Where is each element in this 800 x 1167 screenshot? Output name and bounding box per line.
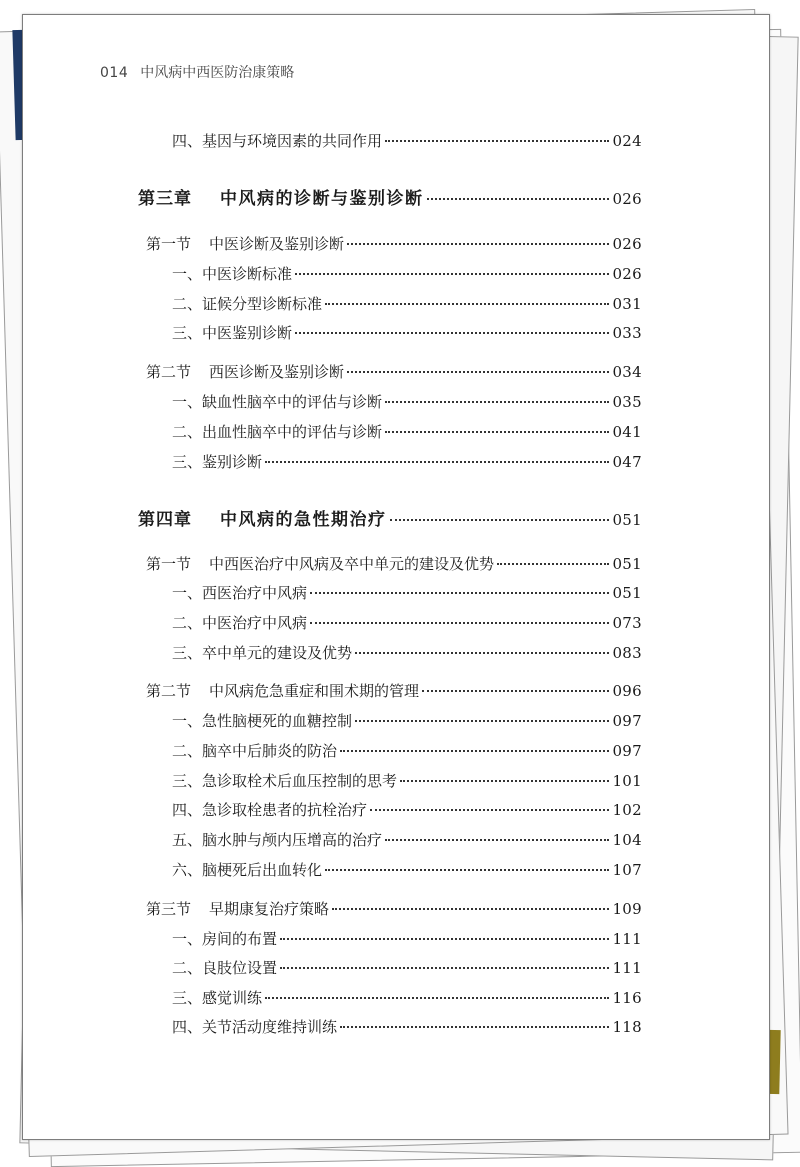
toc-item[interactable]: [172, 582, 642, 603]
toc-leader-dots: [310, 622, 609, 624]
toc-item[interactable]: [172, 928, 642, 949]
toc-page-number: 026: [612, 235, 642, 253]
section-title: 西医诊断及鉴别诊断: [209, 363, 345, 381]
toc-page-number: 073: [612, 614, 642, 632]
toc-item[interactable]: [172, 293, 642, 314]
running-header: [100, 62, 294, 82]
toc-leader-dots: [400, 780, 609, 782]
chapter-number: 第四章: [138, 510, 192, 530]
section-heading[interactable]: [146, 898, 642, 919]
toc-page-number: 102: [612, 801, 642, 819]
toc-leader-dots: [370, 809, 609, 811]
toc-item-label: 四、基因与环境因素的共同作用: [172, 132, 383, 150]
header-page-number: 014: [100, 65, 129, 81]
toc-page-number: 109: [612, 900, 642, 918]
toc-item[interactable]: [172, 799, 642, 820]
toc-page-number: 111: [612, 930, 642, 948]
toc-page-number: 034: [612, 363, 642, 381]
section-heading[interactable]: [146, 553, 642, 574]
toc-item-label: 二、脑卒中后肺炎的防治: [172, 742, 338, 760]
toc-item-label: 二、中医治疗中风病: [172, 614, 308, 632]
toc-page-number: 035: [612, 393, 642, 411]
section-number: 第一节: [146, 235, 192, 253]
toc-item-label: 四、急诊取栓患者的抗栓治疗: [172, 801, 368, 819]
toc-leader-dots: [295, 332, 609, 334]
toc-leader-dots: [280, 938, 609, 940]
toc-page-number: 026: [612, 265, 642, 283]
toc-page-number: 047: [612, 453, 642, 471]
toc-page-number: 031: [612, 295, 642, 313]
toc-leader-dots: [325, 303, 609, 305]
toc-leader-dots: [347, 371, 609, 373]
toc-page-number: 033: [612, 324, 642, 342]
toc-item[interactable]: [172, 421, 642, 442]
toc-item-label: 三、中医鉴别诊断: [172, 324, 293, 342]
section-heading[interactable]: [146, 361, 642, 382]
toc-page-number: 026: [612, 190, 642, 208]
toc-leader-dots: [385, 431, 609, 433]
toc-page-number: 097: [612, 742, 642, 760]
toc-leader-dots: [325, 869, 609, 871]
toc-item[interactable]: [172, 1016, 642, 1037]
section-title: 中西医治疗中风病及卒中单元的建设及优势: [209, 555, 495, 573]
toc-item-label: 三、急诊取栓术后血压控制的思考: [172, 772, 398, 790]
toc-page-number: 096: [612, 682, 642, 700]
toc-item-label: 三、感觉训练: [172, 989, 263, 1007]
toc-item-label: 一、急性脑梗死的血糖控制: [172, 712, 353, 730]
toc-leader-dots: [310, 592, 609, 594]
toc-leader-dots: [497, 563, 609, 565]
header-book-title: 中风病中西医防治康策略: [140, 65, 295, 81]
toc-leader-dots: [347, 243, 609, 245]
toc-leader-dots: [390, 519, 610, 521]
chapter-heading[interactable]: [138, 184, 642, 209]
toc-leader-dots: [280, 967, 609, 969]
toc-item-label: 二、出血性脑卒中的评估与诊断: [172, 423, 383, 441]
section-title: 早期康复治疗策略: [209, 900, 330, 918]
toc-item[interactable]: [172, 770, 642, 791]
toc-page-number: 097: [612, 712, 642, 730]
toc-item[interactable]: [172, 612, 642, 633]
section-number: 第二节: [146, 363, 192, 381]
chapter-heading[interactable]: [138, 505, 642, 530]
toc-item-label: 五、脑水肿与颅内压增高的治疗: [172, 831, 383, 849]
toc-page-number: 083: [612, 644, 642, 662]
toc-item[interactable]: [172, 263, 642, 284]
toc-item-label: 三、鉴别诊断: [172, 453, 263, 471]
toc-item[interactable]: [172, 740, 642, 761]
toc-leader-dots: [427, 198, 610, 200]
toc-page-number: 101: [612, 772, 642, 790]
chapter-title: 中风病的诊断与鉴别诊断: [220, 189, 424, 209]
toc-item[interactable]: [172, 710, 642, 731]
toc-page-number: 116: [612, 989, 642, 1007]
toc-page-number: 041: [612, 423, 642, 441]
toc-page-number: 104: [612, 831, 642, 849]
section-title: 中风病危急重症和围术期的管理: [209, 682, 420, 700]
toc-item-label: 一、西医治疗中风病: [172, 584, 308, 602]
toc-leader-dots: [355, 720, 609, 722]
section-number: 第二节: [146, 682, 192, 700]
toc-item[interactable]: [172, 859, 642, 880]
toc-item[interactable]: [172, 829, 642, 850]
toc-page-number: 051: [612, 584, 642, 602]
toc-leader-dots: [385, 401, 609, 403]
toc-item[interactable]: [172, 130, 642, 151]
chapter-title: 中风病的急性期治疗: [220, 510, 387, 530]
toc-leader-dots: [422, 690, 609, 692]
toc-leader-dots: [355, 652, 609, 654]
toc-page-number: 024: [612, 132, 642, 150]
toc-leader-dots: [340, 750, 609, 752]
section-title: 中医诊断及鉴别诊断: [209, 235, 345, 253]
toc-item[interactable]: [172, 322, 642, 343]
toc-item-label: 一、缺血性脑卒中的评估与诊断: [172, 393, 383, 411]
toc-item-label: 一、房间的布置: [172, 930, 278, 948]
toc-leader-dots: [340, 1026, 609, 1028]
toc-page-number: 107: [612, 861, 642, 879]
section-number: 第一节: [146, 555, 192, 573]
toc-leader-dots: [295, 273, 609, 275]
toc-item[interactable]: [172, 391, 642, 412]
toc-item-label: 六、脑梗死后出血转化: [172, 861, 323, 879]
toc-item-label: 一、中医诊断标准: [172, 265, 293, 283]
toc-item[interactable]: [172, 987, 642, 1008]
toc-item-label: 二、证候分型诊断标准: [172, 295, 323, 313]
toc-leader-dots: [332, 908, 609, 910]
toc-leader-dots: [385, 839, 609, 841]
toc-leader-dots: [265, 461, 609, 463]
toc-leader-dots: [265, 997, 609, 999]
toc-item[interactable]: [172, 451, 642, 472]
chapter-number: 第三章: [138, 189, 192, 209]
toc-page-number: 111: [612, 959, 642, 977]
toc-item[interactable]: [172, 957, 642, 978]
section-heading[interactable]: [146, 680, 642, 701]
toc-page-number: 051: [612, 555, 642, 573]
section-heading[interactable]: [146, 233, 642, 254]
section-number: 第三节: [146, 900, 192, 918]
toc-item-label: 四、关节活动度维持训练: [172, 1018, 338, 1036]
toc-page-number: 051: [612, 511, 642, 529]
toc-item-label: 三、卒中单元的建设及优势: [172, 644, 353, 662]
toc-item-label: 二、良肢位设置: [172, 959, 278, 977]
toc-leader-dots: [385, 140, 609, 142]
toc-page-number: 118: [612, 1018, 642, 1036]
toc-item[interactable]: [172, 642, 642, 663]
